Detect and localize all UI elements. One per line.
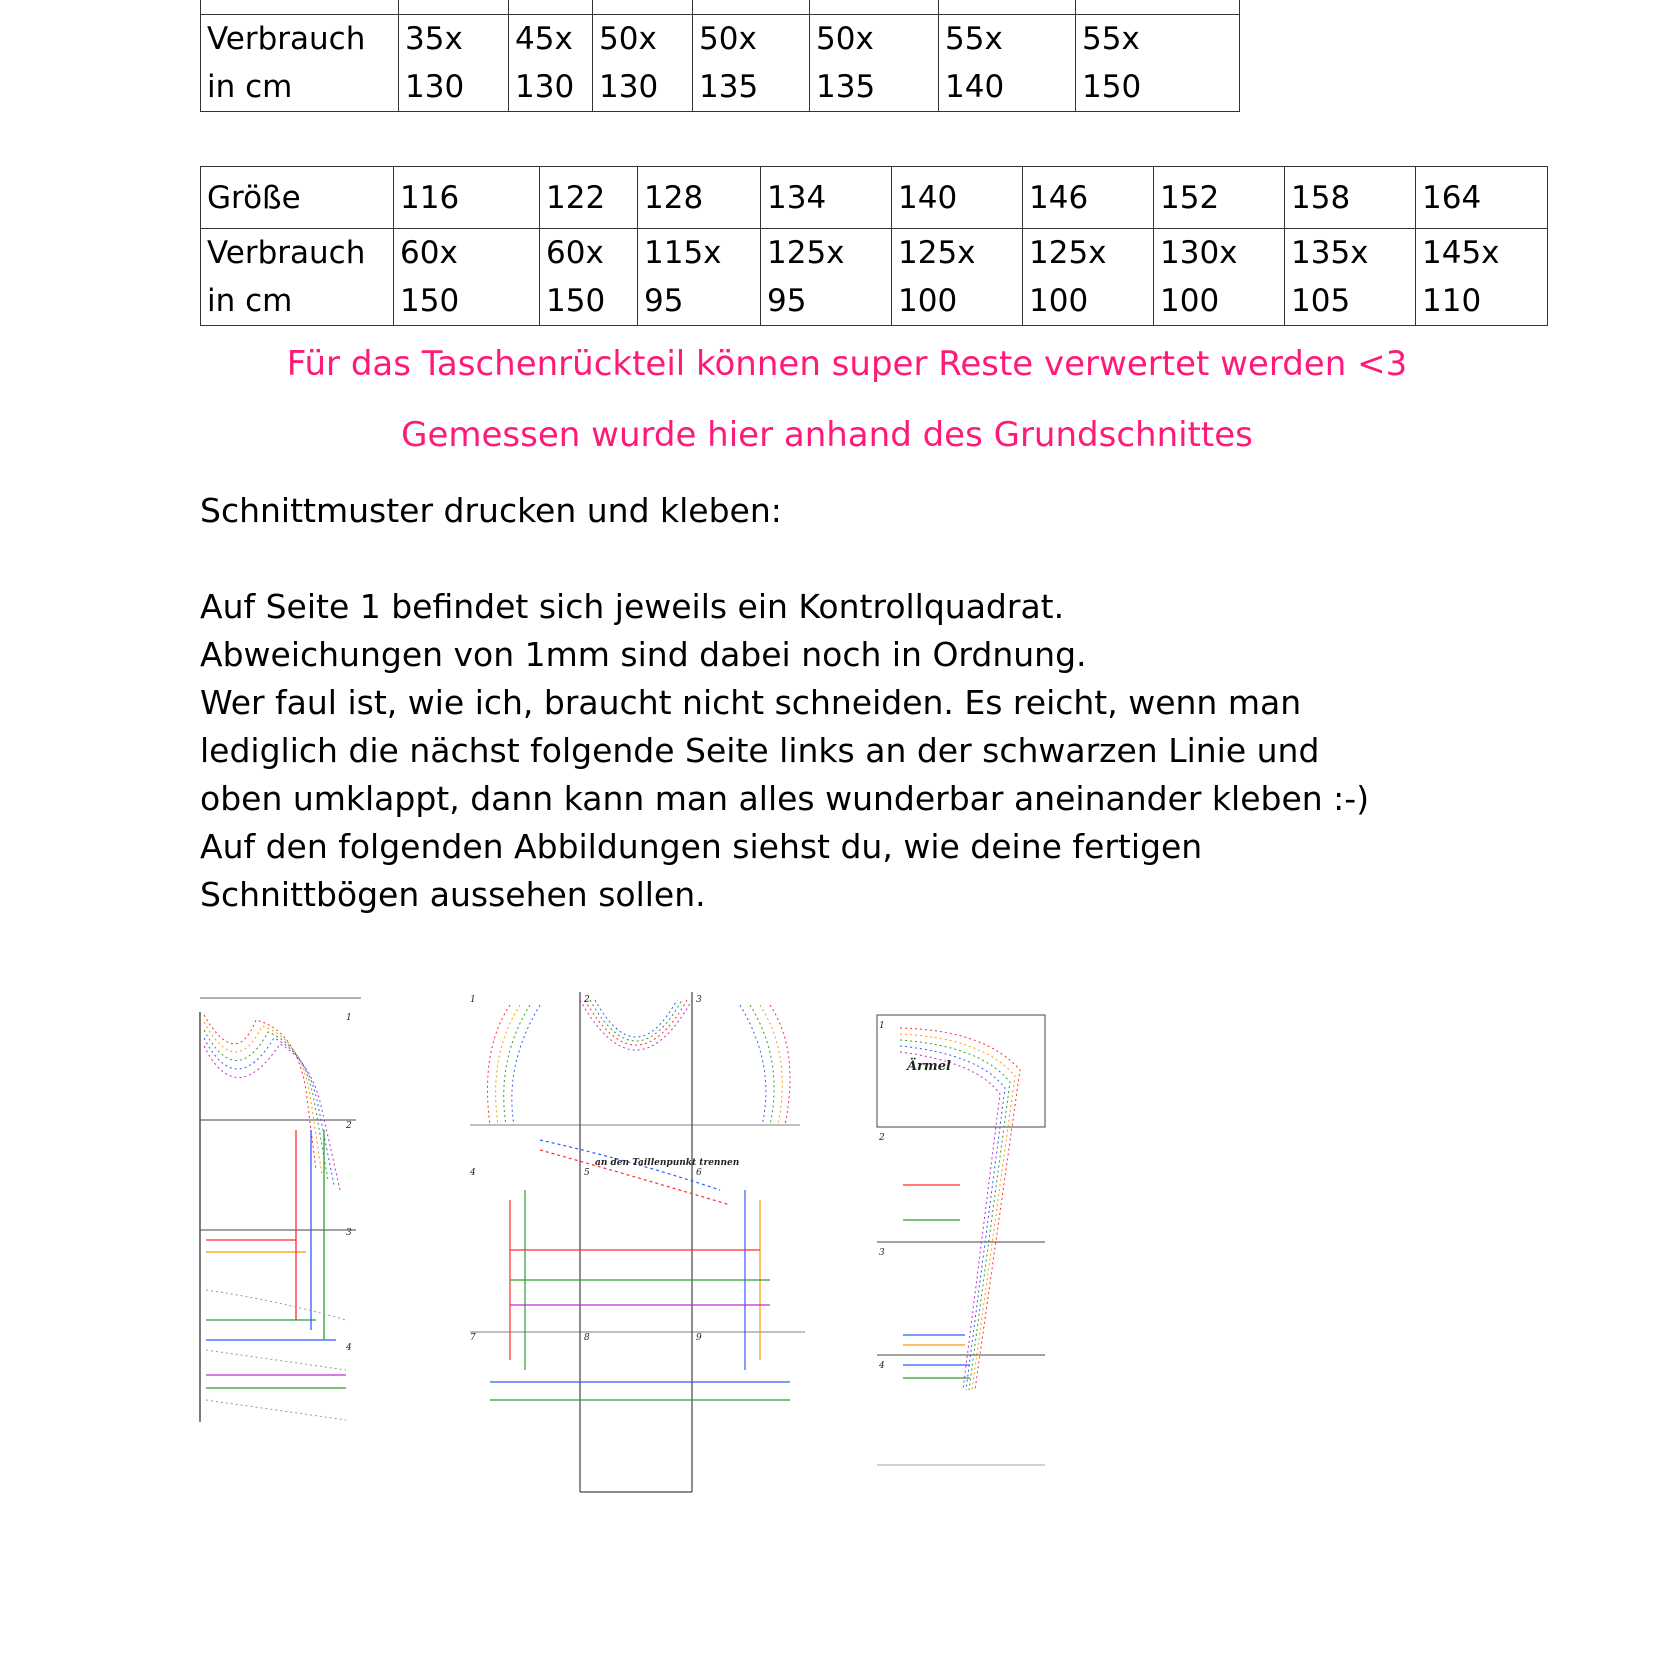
page-number: 4 xyxy=(879,1361,885,1371)
usage-width: 125x xyxy=(1029,235,1107,271)
page-number: 4 xyxy=(470,1168,476,1178)
table-row xyxy=(201,0,1240,15)
measured-note: Gemessen wurde hier anhand des Grundschnittes xyxy=(401,415,1253,455)
page-number: 3 xyxy=(346,1228,352,1238)
usage-table-top xyxy=(200,0,1240,112)
instruction-line: Abweichungen von 1mm sind dabei noch in Ordnung. xyxy=(200,635,1087,674)
usage-length: 130 xyxy=(405,69,465,105)
size-cell: 134 xyxy=(767,179,827,216)
usage-length: 130 xyxy=(515,69,575,105)
size-cell: 158 xyxy=(1291,179,1351,216)
table-row xyxy=(201,15,1240,112)
usage-width: 125x xyxy=(767,235,845,271)
size-cell: 140 xyxy=(898,179,958,216)
usage-label-line2: in cm xyxy=(207,69,293,105)
usage-length: 95 xyxy=(767,283,807,319)
usage-width: 145x xyxy=(1422,235,1500,271)
sleeve-label: Ärmel xyxy=(907,1059,951,1074)
size-label: Größe xyxy=(207,179,301,216)
remnants-note: Für das Taschenrückteil können super Reste verwertet werden <3 xyxy=(286,344,1408,384)
instruction-line: Schnittbögen aussehen sollen. xyxy=(200,875,706,914)
usage-length: 95 xyxy=(644,283,684,319)
usage-label-line1: Verbrauch xyxy=(207,235,366,271)
instruction-line: Auf Seite 1 befindet sich jeweils ein Kontrollquadrat. xyxy=(200,587,1065,626)
page-number: 4 xyxy=(346,1343,352,1353)
page-number: 6 xyxy=(696,1168,702,1178)
usage-width: 35x xyxy=(405,21,463,57)
size-cell: 128 xyxy=(644,179,704,216)
usage-width: 115x xyxy=(644,235,722,271)
usage-length: 135 xyxy=(699,69,759,105)
usage-length: 105 xyxy=(1291,283,1351,319)
page-number: 5 xyxy=(584,1168,590,1178)
instruction-line: oben umklappt, dann kann man alles wunderbar aneinander kleben :-) xyxy=(200,779,1370,818)
pattern-sheet-left xyxy=(196,990,371,1455)
usage-width: 60x xyxy=(546,235,604,271)
page-number: 1 xyxy=(470,995,476,1005)
usage-width: 45x xyxy=(515,21,573,57)
page-number: 3 xyxy=(696,995,702,1005)
page-number: 7 xyxy=(470,1333,476,1343)
usage-length: 150 xyxy=(1082,69,1142,105)
usage-width: 50x xyxy=(599,21,657,57)
page-number: 3 xyxy=(879,1248,885,1258)
page-number: 2 xyxy=(346,1121,352,1131)
usage-width: 50x xyxy=(699,21,757,57)
usage-width: 60x xyxy=(400,235,458,271)
size-cell: 164 xyxy=(1422,179,1482,216)
size-cell: 146 xyxy=(1029,179,1089,216)
usage-length: 130 xyxy=(599,69,659,105)
page-number: 8 xyxy=(584,1333,590,1343)
usage-length: 100 xyxy=(898,283,958,319)
usage-width: 55x xyxy=(945,21,1003,57)
usage-length: 110 xyxy=(1422,283,1482,319)
usage-width: 55x xyxy=(1082,21,1140,57)
usage-label-line1: Verbrauch xyxy=(207,21,366,57)
usage-length: 100 xyxy=(1029,283,1089,319)
usage-width: 125x xyxy=(898,235,976,271)
page-number: 1 xyxy=(879,1021,885,1031)
usage-width: 135x xyxy=(1291,235,1369,271)
usage-length: 100 xyxy=(1160,283,1220,319)
page-number: 9 xyxy=(696,1333,702,1343)
sheet-middle-label: an den Taillenpunkt trennen xyxy=(595,1158,740,1168)
usage-width: 50x xyxy=(816,21,874,57)
instructions-heading: Schnittmuster drucken und kleben: xyxy=(200,491,782,530)
page-number: 2 xyxy=(879,1133,885,1143)
size-cell: 116 xyxy=(400,179,460,216)
usage-length: 140 xyxy=(945,69,1005,105)
usage-label-line2: in cm xyxy=(207,283,293,319)
size-cell: 122 xyxy=(546,179,606,216)
instruction-line: lediglich die nächst folgende Seite links an der schwarzen Linie und xyxy=(200,731,1320,770)
instructions-body xyxy=(200,583,1450,919)
page-number: 1 xyxy=(346,1013,352,1023)
size-cell: 152 xyxy=(1160,179,1220,216)
page-number: 2 xyxy=(584,995,590,1005)
usage-length: 150 xyxy=(400,283,460,319)
table-row xyxy=(201,167,1548,229)
usage-width: 130x xyxy=(1160,235,1238,271)
instruction-line: Wer faul ist, wie ich, braucht nicht schneiden. Es reicht, wenn man xyxy=(200,683,1302,722)
instruction-line: Auf den folgenden Abbildungen siehst du, wie deine fertigen xyxy=(200,827,1203,866)
size-usage-table xyxy=(200,166,1548,326)
table-row xyxy=(201,229,1548,326)
usage-length: 135 xyxy=(816,69,876,105)
pattern-sheet-right xyxy=(875,1010,1055,1470)
usage-length: 150 xyxy=(546,283,606,319)
pattern-sheet-middle xyxy=(470,990,810,1500)
